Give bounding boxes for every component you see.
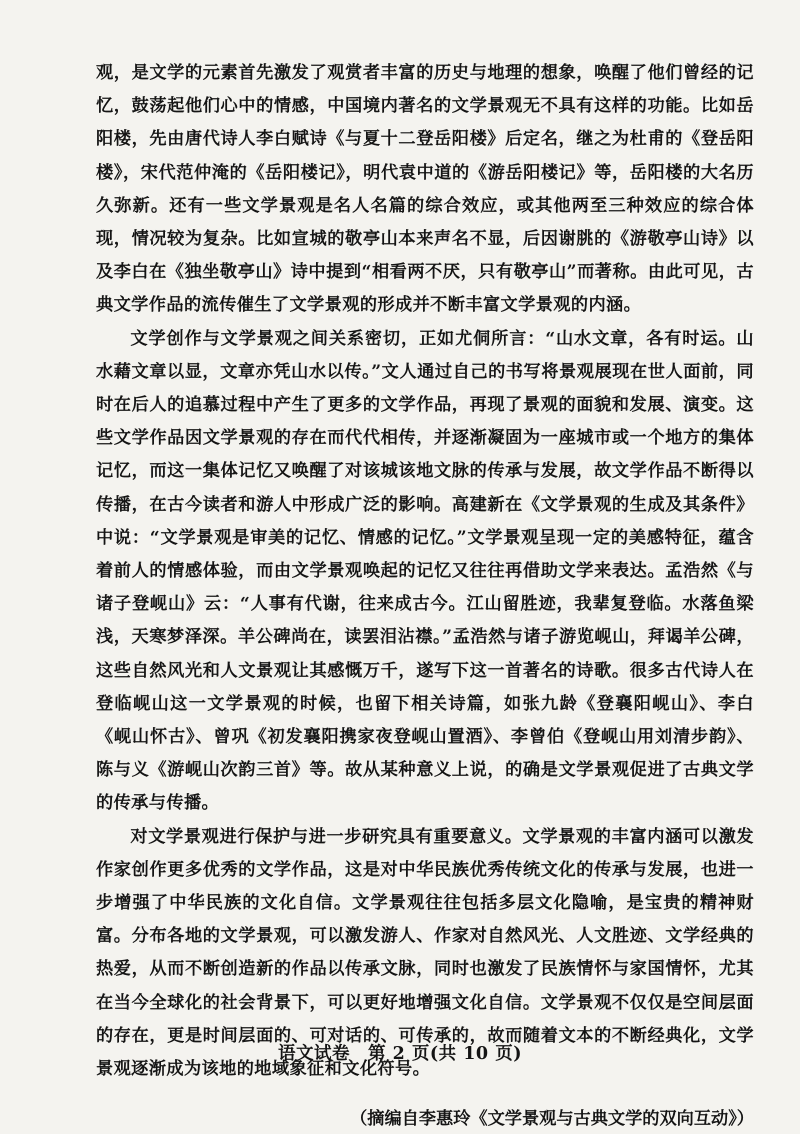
page-footer: 语文试卷 第 2 页(共 10 页): [278, 1044, 522, 1064]
source-citation: （摘编自李惠玲《文学景观与古典文学的双向互动》）: [350, 1109, 754, 1130]
paragraph-3: 对文学景观进行保护与进一步研究具有重要意义。文学景观的丰富内涵可以激发作家创作更多优秀的文学作品，这是对中华民族优秀传统文化的传承与发展，也进一步增强了中华民族的文化自信。文学景观往往包括多层文化隐喻，是宝贵的精神财富。分布各地的文学景观，可以激发游人、作家对自然风光、人文胜迹、文学经典的热爱，从而不断创造新的作品以传承文脉，同时也激发了民族情怀与家国情怀，尤其在当今全球化的社会背景下，可以更好地增强文化自信。文学景观不仅仅是空间层面的存在，更是时间层面的、可对话的、可传承的，故而随着文本的不断经典化，文学景观逐渐成为该地的地域象征和文化符号。: [96, 826, 754, 1080]
paragraph-2: 文学创作与文学景观之间关系密切，正如尤侗所言：“山水文章，各有时运。山水藉文章以显，文章亦凭山水以传。”文人通过自己的书写将景观展现在世人面前，同时在后人的追慕过程中产生了更多的文学作品，再现了景观的面貌和发展、演变。这些文学作品因文学景观的存在而代代相传，并逐渐凝固为一座城市或一个地方的集体记忆，而这一集体记忆又唤醒了对该城该地文脉的传承与发展，故文学作品不断得以传播，在古今读者和游人中形成广泛的影响。高建新在《文学景观的生成及其条件》中说：“文学景观是审美的记忆、情感的记忆。”文学景观呈现一定的美感特征，蕴含着前人的情感体验，而由文学景观唤起的记忆又往往再借助文学来表达。孟浩然《与诸子登岘山》云：“人事有代谢，往来成古今。江山留胜迹，我辈复登临。水落鱼梁浅，天寒梦泽深。羊公碑尚在，读罢泪沾襟。”孟浩然与诸子游览岘山，拜谒羊公碑，这些自然风光和人文景观让其感慨万千，遂写下这一首著名的诗歌。很多古代诗人在登临岘山这一文学景观的时候，也留下相关诗篇，如张九龄《登襄阳岘山》、李白《岘山怀古》、曾巩《初发襄阳携家夜登岘山置酒》、李曾伯《登岘山用刘清步韵》、陈与义《游岘山次韵三首》等。故从某种意义上说，的确是文学景观促进了古典文学的传承与传播。: [96, 328, 754, 814]
paragraph-1: 观，是文学的元素首先激发了观赏者丰富的历史与地理的想象，唤醒了他们曾经的记忆，鼓荡起他们心中的情感，中国境内著名的文学景观无不具有这样的功能。比如岳阳楼，先由唐代诗人李白赋诗《与夏十二登岳阳楼》后定名，继之为杜甫的《登岳阳楼》，宋代范仲淹的《岳阳楼记》，明代袁中道的《游岳阳楼记》等，岳阳楼的大名历久弥新。还有一些文学景观是名人名篇的综合效应，或其他两至三种效应的综合体现，情况较为复杂。比如宣城的敬亭山本来声名不显，后因谢朓的《游敬亭山诗》以及李白在《独坐敬亭山》诗中提到“相看两不厌，只有敬亭山”而著称。由此可见，古典文学作品的流传催生了文学景观的形成并不断丰富文学景观的内涵。: [96, 63, 754, 316]
